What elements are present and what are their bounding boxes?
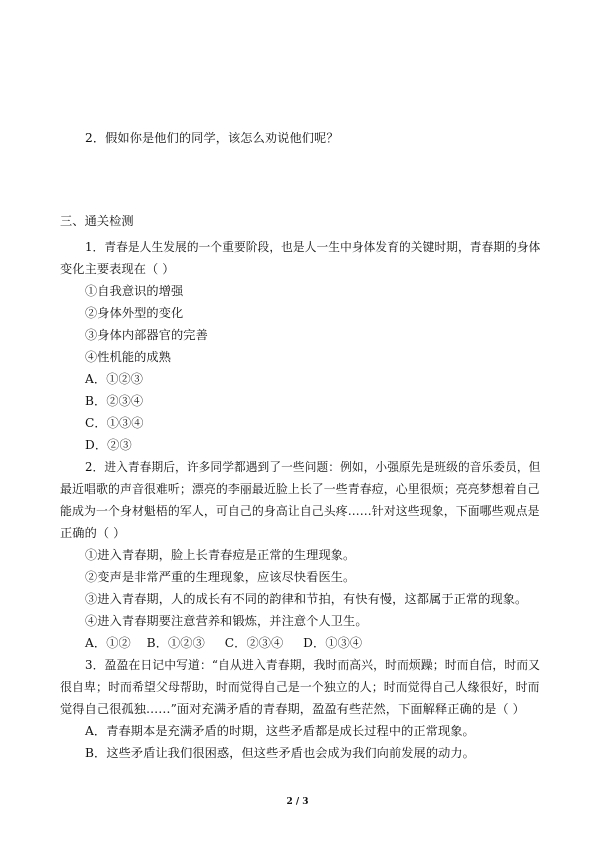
q1-item-2: ②身体外型的变化	[85, 306, 184, 320]
q1-item-3: ③身体内部器官的完善	[85, 328, 208, 342]
page-number: 2 / 3	[286, 797, 309, 807]
q2-item-4: ④进入青春期要注意营养和锻炼，并注意个人卫生。	[85, 614, 368, 628]
q1-item-4: ④性机能的成熟	[85, 350, 172, 364]
q3-stem-line-2: 很自卑；时而希望父母帮助，时而觉得自己是一个独立的人；时而觉得自己人缘很好，时而	[60, 680, 540, 694]
q1-option-a: A．①②③	[85, 372, 144, 386]
q2-item-3: ③进入青春期，人的成长有不同的韵律和节拍，有快有慢，这都属于正常的现象。	[85, 592, 528, 606]
q2-item-2: ②变声是非常严重的生理现象，应该尽快看医生。	[85, 570, 356, 584]
q2-item-1: ①进入青春期，脸上长青春痘是正常的生理现象。	[85, 548, 356, 562]
question-intro-2: 2．假如你是他们的同学，该怎么劝说他们呢？	[85, 131, 339, 145]
q1-option-c: C．①③④	[85, 416, 144, 430]
q2-stem-line-1: 2．进入青春期后，许多同学都遇到了一些问题：例如，小强原先是班级的音乐委员，但	[85, 460, 541, 474]
q2-stem-line-3: 能成为一个身材魁梧的军人，可自己的身高让自己头疼……针对这些现象，下面哪些观点是	[60, 504, 540, 518]
q3-stem-line-3: 觉得自己很孤独……”面对充满矛盾的青春期，盈盈有些茫然，下面解释正确的是（ ）	[60, 702, 525, 716]
q1-option-b: B．②③④	[85, 394, 144, 408]
q2-stem-line-4: 正确的（ ）	[60, 526, 126, 540]
q1-stem-line-2: 变化主要表现在（ ）	[60, 262, 175, 276]
q1-item-1: ①自我意识的增强	[85, 284, 184, 298]
q2-stem-line-2: 最近唱歌的声音很难听；漂亮的李丽最近脸上长了一些青春痘，心里很烦；亮亮梦想着自己	[60, 482, 540, 496]
q1-stem-line-1: 1．青春是人生发展的一个重要阶段，也是人一生中身体发育的关键时期，青春期的身体	[85, 240, 541, 254]
section-title: 三、通关检测	[60, 214, 134, 228]
q3-option-b: B．这些矛盾让我们很困惑，但这些矛盾也会成为我们向前发展的动力。	[85, 746, 475, 760]
q2-options: A．①② B．①②③ C．②③④ D．①③④	[85, 636, 363, 650]
q1-option-d: D．②③	[85, 438, 132, 452]
q3-option-a: A．青春期本是充满矛盾的时期，这些矛盾都是成长过程中的正常现象。	[85, 724, 475, 738]
q3-stem-line-1: 3．盈盈在日记中写道：“自从进入青春期，我时而高兴，时而烦躁；时而自信，时而又	[85, 658, 541, 672]
